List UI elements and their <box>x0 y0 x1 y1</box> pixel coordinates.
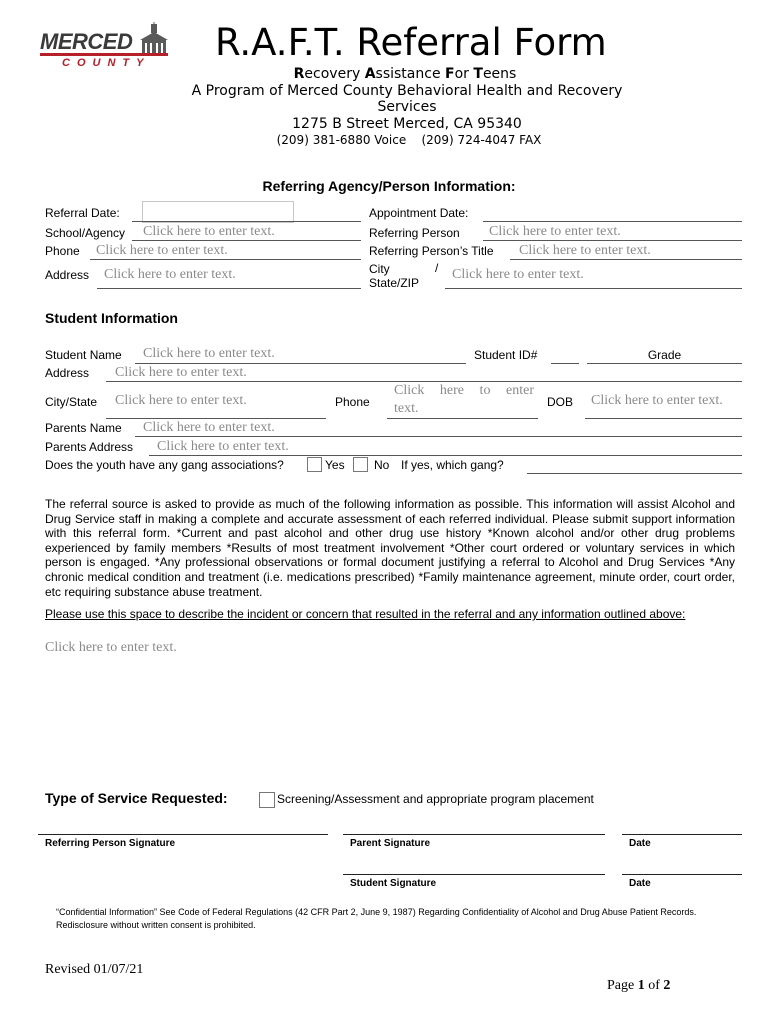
referral-date-label: Referral Date: <box>45 206 120 220</box>
county-logo <box>38 22 178 72</box>
parent-signature-line <box>343 834 605 835</box>
screening-option-label: Screening/Assessment and appropriate program placement <box>277 792 594 806</box>
dob-label: DOB <box>547 395 574 409</box>
parents-address-label: Parents Address <box>45 440 134 454</box>
dob-underline <box>585 418 742 419</box>
address-label: Address <box>45 268 90 282</box>
appointment-date-input[interactable] <box>483 204 741 221</box>
parents-name-label: Parents Name <box>45 421 122 435</box>
of-word: of <box>644 978 664 993</box>
school-agency-underline <box>132 240 361 241</box>
page-current: 1 <box>637 978 645 993</box>
which-gang-label: If yes, which gang? <box>401 458 504 472</box>
referral-date-input[interactable] <box>142 201 294 223</box>
subtitle-initial-a: A <box>364 66 376 82</box>
date2-label: Date <box>629 878 651 889</box>
phone-label: Phone <box>45 244 80 258</box>
gang-question-label: Does the youth have any gang associations? <box>45 458 284 472</box>
student-id-input[interactable] <box>551 346 579 363</box>
city-slash: / <box>435 261 439 275</box>
referring-title-label: Referring Person’s Title <box>369 244 494 258</box>
subtitle-word-assistance: ssistance <box>375 66 446 82</box>
date1-line <box>622 834 742 835</box>
appointment-date-underline <box>483 221 742 222</box>
date1-label: Date <box>629 838 651 849</box>
subtitle-initial-t: T <box>473 66 483 82</box>
logo-sub-text: COUNTY <box>62 57 151 69</box>
which-gang-underline <box>527 473 742 474</box>
which-gang-input[interactable] <box>527 457 742 473</box>
student-phone-underline <box>387 418 538 419</box>
student-phone-placeholder-2: text. <box>394 401 419 416</box>
parents-name-input[interactable]: Click here to enter text. <box>143 420 275 435</box>
office-address: 1275 B Street Merced, CA 95340 <box>292 116 522 132</box>
state-zip-label: State/ZIP <box>369 276 420 290</box>
referring-signature-label: Referring Person Signature <box>45 838 176 849</box>
subtitle-word-recovery: ecovery <box>304 66 365 82</box>
referring-person-label: Referring Person <box>369 226 460 240</box>
student-signature-line <box>343 874 605 875</box>
phone-fax: (209) 381-6880 Voice (209) 724-4047 FAX <box>276 133 542 147</box>
program-line-2: Services <box>377 99 437 115</box>
grade-underline <box>587 363 742 364</box>
gang-yes-label: Yes <box>325 458 345 472</box>
referring-section-heading: Referring Agency/Person Information: <box>262 178 516 194</box>
referring-title-underline <box>510 259 742 260</box>
address-input[interactable]: Click here to enter text. <box>104 267 236 282</box>
confidentiality-notice: “Confidential Information” See Code of Federal Regulations (42 CFR Part 2, June 9, 1987) Regarding Confidentiality of Alcohol and Drug Abuse Patient Records. Redisclosure without written consent is prohibited. <box>56 907 697 930</box>
instructions-paragraph: The referral source is asked to provide as much of the following information as possible. This information will assist Alcohol and Drug Service staff in making a complete and accurate assessment of each referred individual. Please submit support information with this referral form. *Current and past alcohol and other drug use history *Known alcohol and/or other drug problems experienced by family members *Results of most treatment involvement *Other court ordered or voluntary services in which person is engaged. *Any professional observations or formal document justifying a referral to Alcohol and Drug Services *Any chronic medical condition and treatment (i.e. medications prescribed) *Family maintenance agreement, minute order, court order, etc requiring substance abuse treatment. <box>45 497 735 599</box>
student-phone-placeholder-1: Click here to enter <box>394 383 534 398</box>
student-address-label: Address <box>45 366 90 380</box>
parents-address-input[interactable]: Click here to enter text. <box>157 439 289 454</box>
incident-placeholder: Click here to enter text. <box>45 640 177 655</box>
page-total: 2 <box>663 978 671 993</box>
form-title: R.A.F.T. Referral Form <box>215 21 607 64</box>
grade-label: Grade <box>647 348 682 362</box>
subtitle-initial-f: F <box>445 66 455 82</box>
student-phone-label: Phone <box>335 395 370 409</box>
student-signature-label: Student Signature <box>350 878 437 889</box>
student-name-underline <box>135 363 466 364</box>
student-name-input[interactable]: Click here to enter text. <box>143 346 275 361</box>
student-citystate-input[interactable]: Click here to enter text. <box>115 393 247 408</box>
revised-date: Revised 01/07/21 <box>45 962 144 977</box>
parents-address-underline <box>149 455 742 456</box>
city-state-underline <box>445 288 742 289</box>
student-id-label: Student ID# <box>474 348 538 362</box>
parents-name-underline <box>135 436 742 437</box>
incident-description-input[interactable] <box>45 638 735 778</box>
referring-title-input[interactable]: Click here to enter text. <box>519 243 651 258</box>
subtitle-word-for: or <box>454 66 474 82</box>
page-word: Page <box>607 978 638 993</box>
address-underline <box>97 288 361 289</box>
phone-underline <box>90 259 361 260</box>
date2-line <box>622 874 742 875</box>
subtitle-initial-r: R <box>293 66 305 82</box>
parent-signature-label: Parent Signature <box>350 838 431 849</box>
student-id-underline <box>551 363 579 364</box>
student-address-underline <box>106 381 742 382</box>
phone-input[interactable]: Click here to enter text. <box>96 243 228 258</box>
school-agency-label: School/Agency <box>45 226 126 240</box>
dob-input[interactable]: Click here to enter text. <box>591 393 723 408</box>
referral-date-underline <box>132 221 361 222</box>
gang-no-label: No <box>374 458 390 472</box>
screening-checkbox[interactable] <box>259 792 275 808</box>
student-section-heading: Student Information <box>45 310 178 326</box>
appointment-date-label: Appointment Date: <box>369 206 469 220</box>
referring-person-underline <box>483 240 742 241</box>
logo-main-text: MERCED <box>40 29 133 54</box>
school-agency-input[interactable]: Click here to enter text. <box>143 224 275 239</box>
incident-prompt: Please use this space to describe the incident or concern that resulted in the referral and any information outlined above: <box>45 607 686 621</box>
gang-no-checkbox[interactable] <box>353 457 368 472</box>
referring-person-input[interactable]: Click here to enter text. <box>489 224 621 239</box>
student-name-label: Student Name <box>45 348 122 362</box>
gang-yes-checkbox[interactable] <box>307 457 322 472</box>
program-line-1: A Program of Merced County Behavioral Health and Recovery <box>191 83 623 99</box>
service-heading: Type of Service Requested: <box>45 790 228 806</box>
student-address-input[interactable]: Click here to enter text. <box>115 365 247 380</box>
city-state-input[interactable]: Click here to enter text. <box>452 267 584 282</box>
form-subtitle <box>0 66 770 82</box>
page-number <box>600 962 670 994</box>
city-state-label: City/State <box>45 395 98 409</box>
student-phone-input[interactable] <box>394 383 534 417</box>
student-citystate-underline <box>106 418 326 419</box>
referring-signature-line <box>38 834 328 835</box>
subtitle-word-teens: eens <box>482 66 517 82</box>
city-label: City <box>369 262 390 276</box>
